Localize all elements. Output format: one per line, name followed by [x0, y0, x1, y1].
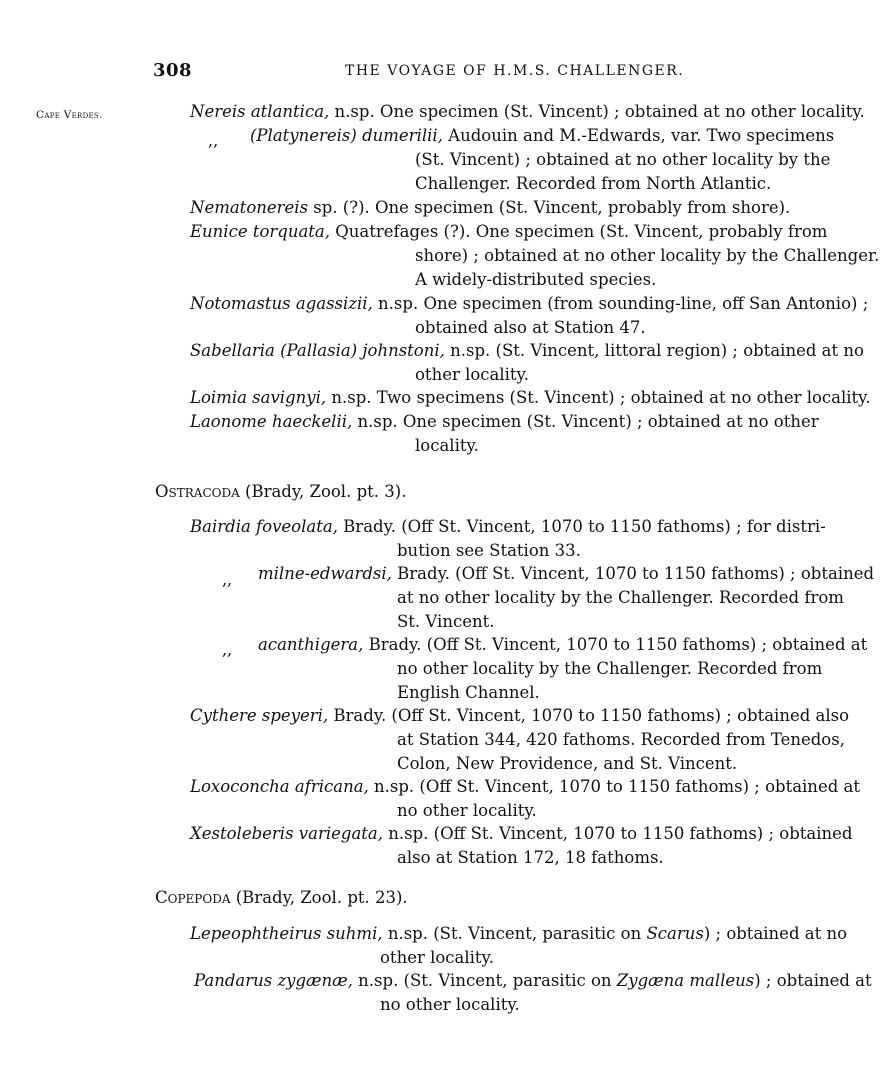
- species-name: Cythere speyeri,: [190, 706, 329, 725]
- entry-continuation: other locality.: [415, 365, 529, 384]
- entry-continuation: Colon, New Providence, and St. Vincent.: [397, 754, 738, 773]
- entry-cythere-speyeri: [190, 704, 849, 728]
- section-heading-ref: (Brady, Zool. pt. 3).: [239, 482, 407, 501]
- species-name: Pandarus zygænæ,: [194, 971, 353, 990]
- entry-lepeophtheirus-suhmi: [190, 922, 847, 946]
- entry-nereis-atlantica: [190, 100, 865, 124]
- entry-continuation: bution see Station 33.: [397, 541, 581, 560]
- entry-loxoconcha-africana: [190, 775, 860, 799]
- entry-continuation: (St. Vincent) ; obtained at no other locality by the: [415, 150, 831, 169]
- entry-eunice-torquata: [190, 220, 827, 244]
- page-number: 308: [153, 60, 193, 81]
- entry-bairdia-foveolata: [190, 515, 826, 539]
- entry-loimia-savignyi: [190, 386, 871, 410]
- entry-text: ) ; obtained at: [754, 971, 872, 990]
- entry-continuation: also at Station 172, 18 fathoms.: [397, 848, 664, 867]
- species-name: Loxoconcha africana,: [190, 777, 369, 796]
- entry-text: sp. (?). One specimen (St. Vincent, probably from shore).: [308, 198, 791, 217]
- entry-bairdia-milne-edwardsi: [258, 562, 874, 586]
- entry-continuation: locality.: [415, 436, 479, 455]
- entry-continuation: Challenger. Recorded from North Atlantic.: [415, 174, 772, 193]
- ditto-mark: ,,: [222, 640, 233, 659]
- entry-platynereis-dumerilii: [250, 124, 834, 148]
- entry-continuation: no other locality by the Challenger. Recorded from: [397, 659, 823, 678]
- species-name: Notomastus agassizii,: [190, 294, 373, 313]
- entry-pandarus-zygaenae: [194, 969, 872, 993]
- running-title: THE VOYAGE OF H.M.S. CHALLENGER.: [345, 63, 685, 79]
- entry-xestoleberis-variegata: [190, 822, 853, 846]
- entry-bairdia-acanthigera: [258, 633, 867, 657]
- species-name: (Platynereis) dumerilii,: [250, 126, 443, 145]
- entry-text: n.sp. (Off St. Vincent, 1070 to 1150 fathoms) ; obtained at: [368, 777, 860, 796]
- species-name: Eunice torquata,: [190, 222, 331, 241]
- entry-text: n.sp. One specimen (from sounding-line, off San Antonio) ;: [372, 294, 869, 313]
- section-heading-ostracoda: [155, 482, 406, 501]
- entry-text: n.sp. (St. Vincent, parasitic on: [352, 971, 617, 990]
- entry-text: n.sp. Two specimens (St. Vincent) ; obtained at no other locality.: [326, 388, 871, 407]
- section-heading-ref: (Brady, Zool. pt. 23).: [230, 888, 408, 907]
- entry-text: n.sp. One specimen (St. Vincent) ; obtained at no other locality.: [329, 102, 865, 121]
- species-name: Loimia savignyi,: [190, 388, 327, 407]
- entry-sabellaria-johnstoni: [190, 339, 864, 363]
- species-name: Nematonereis: [190, 198, 309, 217]
- species-name: milne-edwardsi,: [258, 564, 392, 583]
- entry-text: Brady. (Off St. Vincent, 1070 to 1150 fathoms) ; obtained at: [363, 635, 868, 654]
- entry-text: n.sp. (Off St. Vincent, 1070 to 1150 fathoms) ; obtained: [383, 824, 853, 843]
- species-name: Bairdia foveolata,: [190, 517, 338, 536]
- host-name: Scarus: [646, 924, 704, 943]
- species-name: Xestoleberis variegata,: [190, 824, 383, 843]
- ditto-mark: ,,: [222, 570, 233, 589]
- entry-continuation: other locality.: [380, 948, 494, 967]
- entry-continuation: St. Vincent.: [397, 612, 495, 631]
- entry-continuation: no other locality.: [397, 801, 537, 820]
- species-name: Nereis atlantica,: [190, 102, 330, 121]
- species-name: Sabellaria (Pallasia) johnstoni,: [190, 341, 445, 360]
- host-name: Zygæna malleus: [616, 971, 755, 990]
- entry-text: n.sp. (St. Vincent, parasitic on: [382, 924, 647, 943]
- entry-continuation: at Station 344, 420 fathoms. Recorded from Tenedos,: [397, 730, 845, 749]
- entry-continuation: shore) ; obtained at no other locality by the Challenger.: [415, 246, 880, 265]
- section-heading-name: Copepoda: [155, 888, 231, 907]
- ditto-mark: ,,: [208, 131, 219, 150]
- section-heading-name: Ostracoda: [155, 482, 240, 501]
- margin-note-locality: Cape Verdes.: [36, 109, 103, 121]
- entry-text: Brady. (Off St. Vincent, 1070 to 1150 fathoms) ; for distri-: [337, 517, 826, 536]
- entry-continuation: A widely-distributed species.: [415, 270, 657, 289]
- entry-text: Brady. (Off St. Vincent, 1070 to 1150 fathoms) ; obtained: [391, 564, 875, 583]
- entry-text: n.sp. (St. Vincent, littoral region) ; obtained at no: [444, 341, 864, 360]
- species-name: Lepeophtheirus suhmi,: [190, 924, 383, 943]
- entry-laonome-haeckelii: [190, 410, 819, 434]
- entry-text: ) ; obtained at no: [703, 924, 848, 943]
- entry-text: Quatrefages (?). One specimen (St. Vincent, probably from: [330, 222, 828, 241]
- entry-notomastus-agassizii: [190, 292, 868, 316]
- entry-nematonereis: [190, 196, 790, 220]
- entry-text: n.sp. One specimen (St. Vincent) ; obtained at no other: [352, 412, 819, 431]
- entry-continuation: English Channel.: [397, 683, 540, 702]
- entry-continuation: at no other locality by the Challenger. Recorded from: [397, 588, 844, 607]
- species-name: Laonome haeckelii,: [190, 412, 353, 431]
- section-heading-copepoda: [155, 888, 408, 907]
- entry-continuation: obtained also at Station 47.: [415, 318, 646, 337]
- entry-continuation: no other locality.: [380, 995, 520, 1014]
- entry-text: Brady. (Off St. Vincent, 1070 to 1150 fathoms) ; obtained also: [328, 706, 850, 725]
- entry-text: Audouin and M.-Edwards, var. Two specimens: [442, 126, 835, 145]
- species-name: acanthigera,: [258, 635, 364, 654]
